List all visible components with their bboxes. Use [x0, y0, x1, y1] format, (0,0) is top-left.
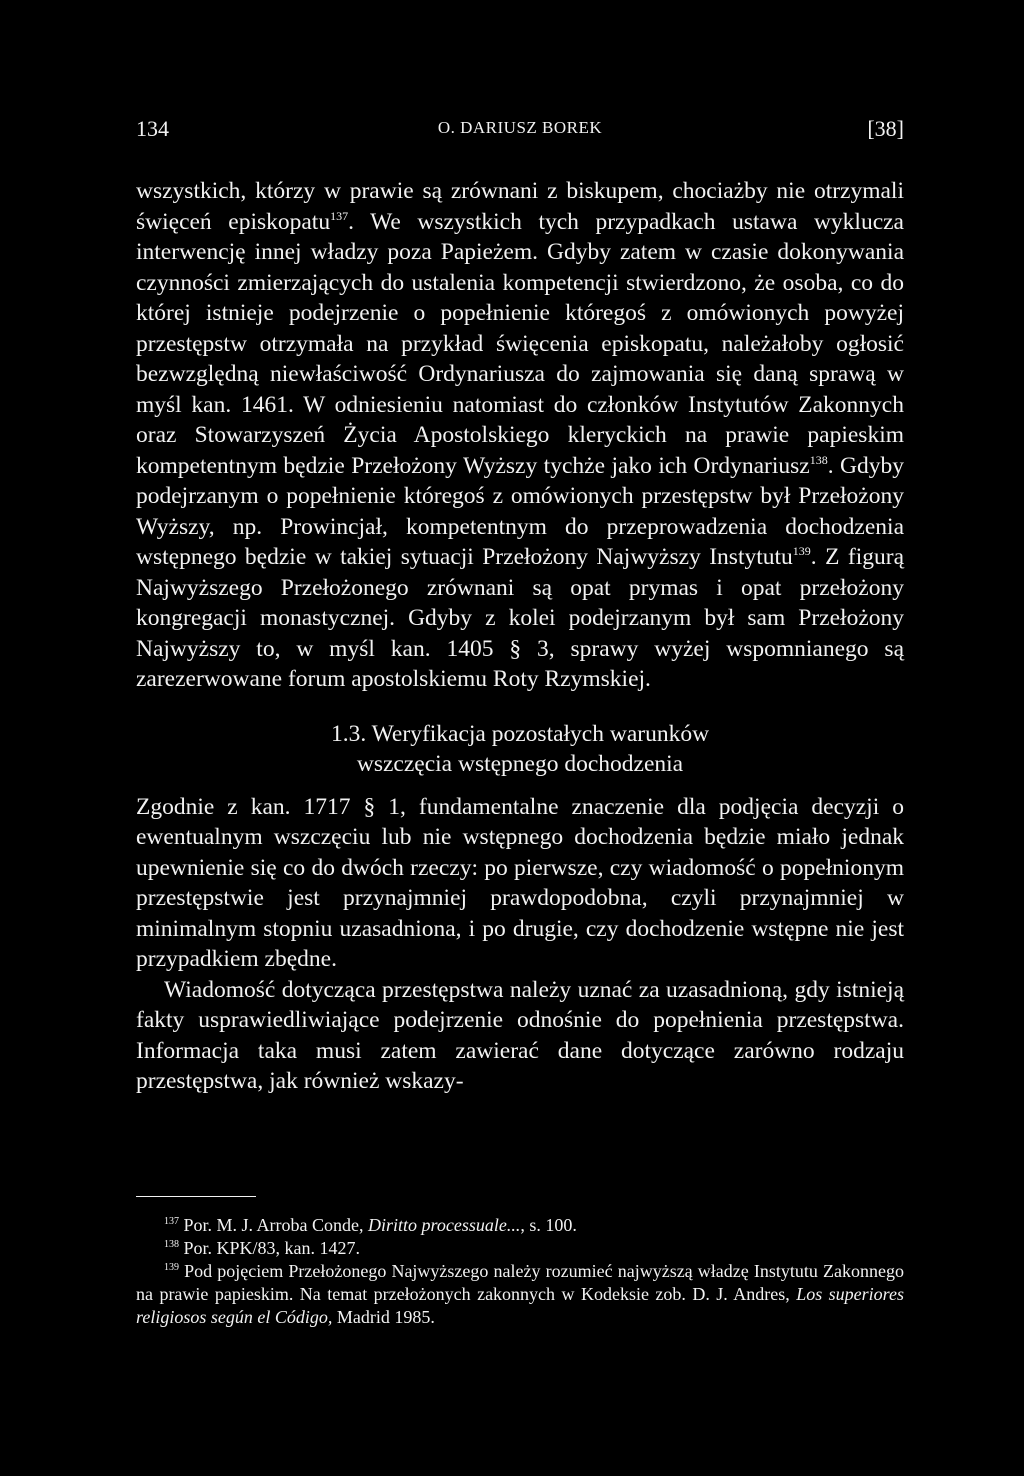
footnote-number: 138	[164, 1239, 179, 1250]
page-number: 134	[136, 116, 169, 141]
footnote-title: Los superiores religiosos según el Código,	[136, 1284, 904, 1327]
page-header	[136, 116, 904, 146]
section-heading-line-1: 1.3. Weryfikacja pozostałych warunków	[330, 720, 710, 747]
footnote-text: Madrid 1985.	[332, 1307, 435, 1327]
footnote-139	[136, 1260, 904, 1329]
footnote-138	[136, 1237, 904, 1260]
footnote-text: Por. KPK/83, kan. 1427.	[183, 1238, 361, 1258]
paragraph-1-text-d: . Z figurą Najwyższego Przełożonego zrównani są opat prymas i opat przełożony kongregacji monastycznej. Gdyby z kolei podejrzanym był sam Przełożony Najwyższy to, w myśl kan. 1405 § 3, sprawy wyżej wspomnianego są zarezerwowane forum apostolskiemu Roty Rzymskiej.	[136, 544, 904, 692]
footnote-ref-137: 137	[330, 208, 349, 223]
section-marker: [38]	[867, 116, 904, 141]
paragraph-3: Wiadomość dotycząca przestępstwa należy uznać za uzasadnioną, gdy istnieją fakty usprawiedliwiające podejrzenie odnośnie do popełnienia przestępstwa. Informacja taka musi zatem zawierać dane dotyczące zarówno rodzaju przestępstwa, jak również wskazy-	[136, 976, 904, 1094]
paragraph-1-text-c: . Gdyby podejrzanym o popełnienie któregoś z omówionych przestępstw był Przełożony Wyższy, np. Prowincjał, kompetentnym do przeprowadzenia dochodzenia wstępnego będzie w takiej sytuacji Przełożony Najwyższy Instytutu	[136, 452, 904, 570]
paragraph-1-text-b: . We wszystkich tych przypadkach ustawa wyklucza interwencję innej władzy poza Papieżem. Gdyby zatem w czasie dokonywania czynności zmierzających do ustalenia kompetencji stwierdzono, że osoba, co do której istnieje podejrzenie o popełnienie któregoś z omówionych powyżej przestępstw otrzymała na przykład święcenia episkopatu, należałoby ogłosić bezwzględną niewłaściwość Ordynariusza do zajmowania się daną sprawą w myśl kan. 1461. W odniesieniu natomiast do członków Instytutów Zakonnych oraz Stowarzyszeń Życia Apostolskiego kleryckich na prawie papieskim kompetentnym będzie Przełożony Wyższy tychże jako ich Ordynariusz	[136, 208, 904, 479]
footnote-ref-139: 139	[792, 544, 811, 558]
section-heading	[136, 719, 904, 780]
footnotes	[136, 1214, 904, 1329]
paragraph-1-text-a: wszystkich, którzy w prawie są zrównani z biskupem, chociażby nie otrzymali święceń episkopatu	[136, 178, 904, 235]
footnote-text: , s. 100.	[520, 1215, 577, 1235]
footnote-separator	[136, 1196, 256, 1197]
footnote-137	[136, 1214, 904, 1237]
footnote-text: Por. M. J. Arroba Conde,	[183, 1215, 368, 1235]
paragraph-1	[136, 176, 904, 695]
footnote-text: Pod pojęciem Przełożonego Najwyższego należy rozumieć najwyższą władzę Instytutu Zakonnego na prawie papieskim. Na temat przełożonych zakonnych w Kodeksie zob. D. J. Andres,	[136, 1261, 904, 1304]
footnote-number: 139	[164, 1262, 179, 1273]
running-head: O. DARIUSZ BOREK	[437, 118, 603, 137]
footnote-ref-138: 138	[809, 452, 828, 467]
footnote-number: 137	[164, 1216, 179, 1227]
footnote-title: Diritto processuale...	[368, 1215, 521, 1235]
main-text	[136, 176, 904, 1097]
paragraph-2: Zgodnie z kan. 1717 § 1, fundamentalne znaczenie dla podjęcia decyzji o ewentualnym wszczęciu lub nie wstępnego dochodzenia będzie miało jednak upewnienie się co do dwóch rzeczy: po pierwsze, czy wiadomość o popełnionym przestępstwie jest przynajmniej prawdopodobna, czyli przynajmniej w minimalnym stopniu uzasadniona, i po drugie, czy dochodzenie wstępne nie jest przypadkiem zbędne.	[136, 793, 904, 972]
section-heading-line-2: wszczęcia wstępnego dochodzenia	[356, 751, 684, 777]
